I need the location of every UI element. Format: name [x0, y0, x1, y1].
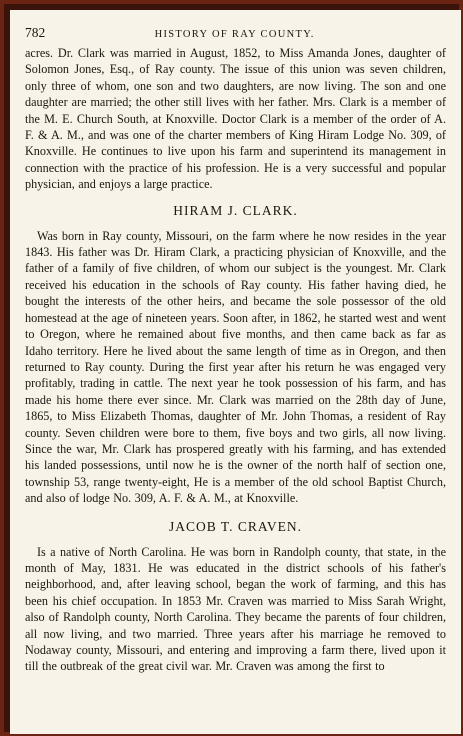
page-number: 782: [25, 25, 46, 40]
paragraph-clark-continued: acres. Dr. Clark was married in August, 1852, to Miss Amanda Jones, daughter of Solomon Jones, Esq., of Ray county. The issue of this union was seven children, only three of whom, one son and two daughters, are now living. The son and one daughter are married; the other still lives with her father. Mrs. Clark is a member of the M. E. Church South, at Knoxville. Doctor Clark is a member of the order of A. F. & A. M., and was one of the charter members of King Hiram Lodge No. 309, of Knoxville. He continues to live upon his farm and superintend its management in connection with the practice of his profession. He is a very successful and popular physician, and enjoys a large practice.: [25, 46, 446, 192]
paragraph-jacob-t-craven: Is a native of North Carolina. He was born in Randolph county, that state, in the month of May, 1831. He was educated in the district schools of his father's neighborhood, and, after leaving school, began the work of farming, and this has been his chief occupation. In 1853 Mr. Craven was married to Miss Sarah Wright, also of Randolph county, North Carolina. They became the parents of four children, all now living, and two married. Three years after his marriage he removed to Nodaway county, Missouri, and entering and improving a farm there, lived upon it till the outbreak of the great civil war. Mr. Craven was among the first to: [25, 544, 446, 674]
running-head: [25, 25, 446, 45]
running-title: HISTORY OF RAY COUNTY.: [154, 29, 315, 40]
heading-hiram-j-clark: HIRAM J. CLARK.: [173, 202, 298, 218]
heading-jacob-t-craven: JACOB T. CRAVEN.: [168, 518, 303, 534]
book-page: [10, 10, 461, 734]
paragraph-hiram-j-clark: Was born in Ray county, Missouri, on the farm where he now resides in the year 1843. His father was Dr. Hiram Clark, a practicing physician of Knoxville, and the father of a family of five children, of whom our subject is the youngest. Mr. Clark received his education in the schools of Ray county. His father having died, he bought the interests of the other heirs, and became the sole possessor of the old homestead at the age of nineteen years. Soon after, in 1862, he started west and went to Oregon, where he remained about five months, and then came back as far as Idaho territory. Here he lived about the same length of time as in Oregon, and then returned to Ray county. During the first year after his return he was engaged very profitably, trading in cattle. The next year he took possession of his farm, and has made his home there ever since. Mr. Clark was married on the 28th day of June, 1865, to Miss Elizabeth Thomas, daughter of Mr. John Thomas, a resident of Ray county. Seven children were bore to them, five boys and two girls, all now living. Since the war, Mr. Clark has prospered greatly with his farming, and has extended his landed possessions, until now he is the owner of the north half of section one, township 53, range twenty-eight, He is a member of the old school Baptist Church, and also of lodge No. 309, A. F. & A. M., at Knoxville.: [25, 228, 446, 506]
